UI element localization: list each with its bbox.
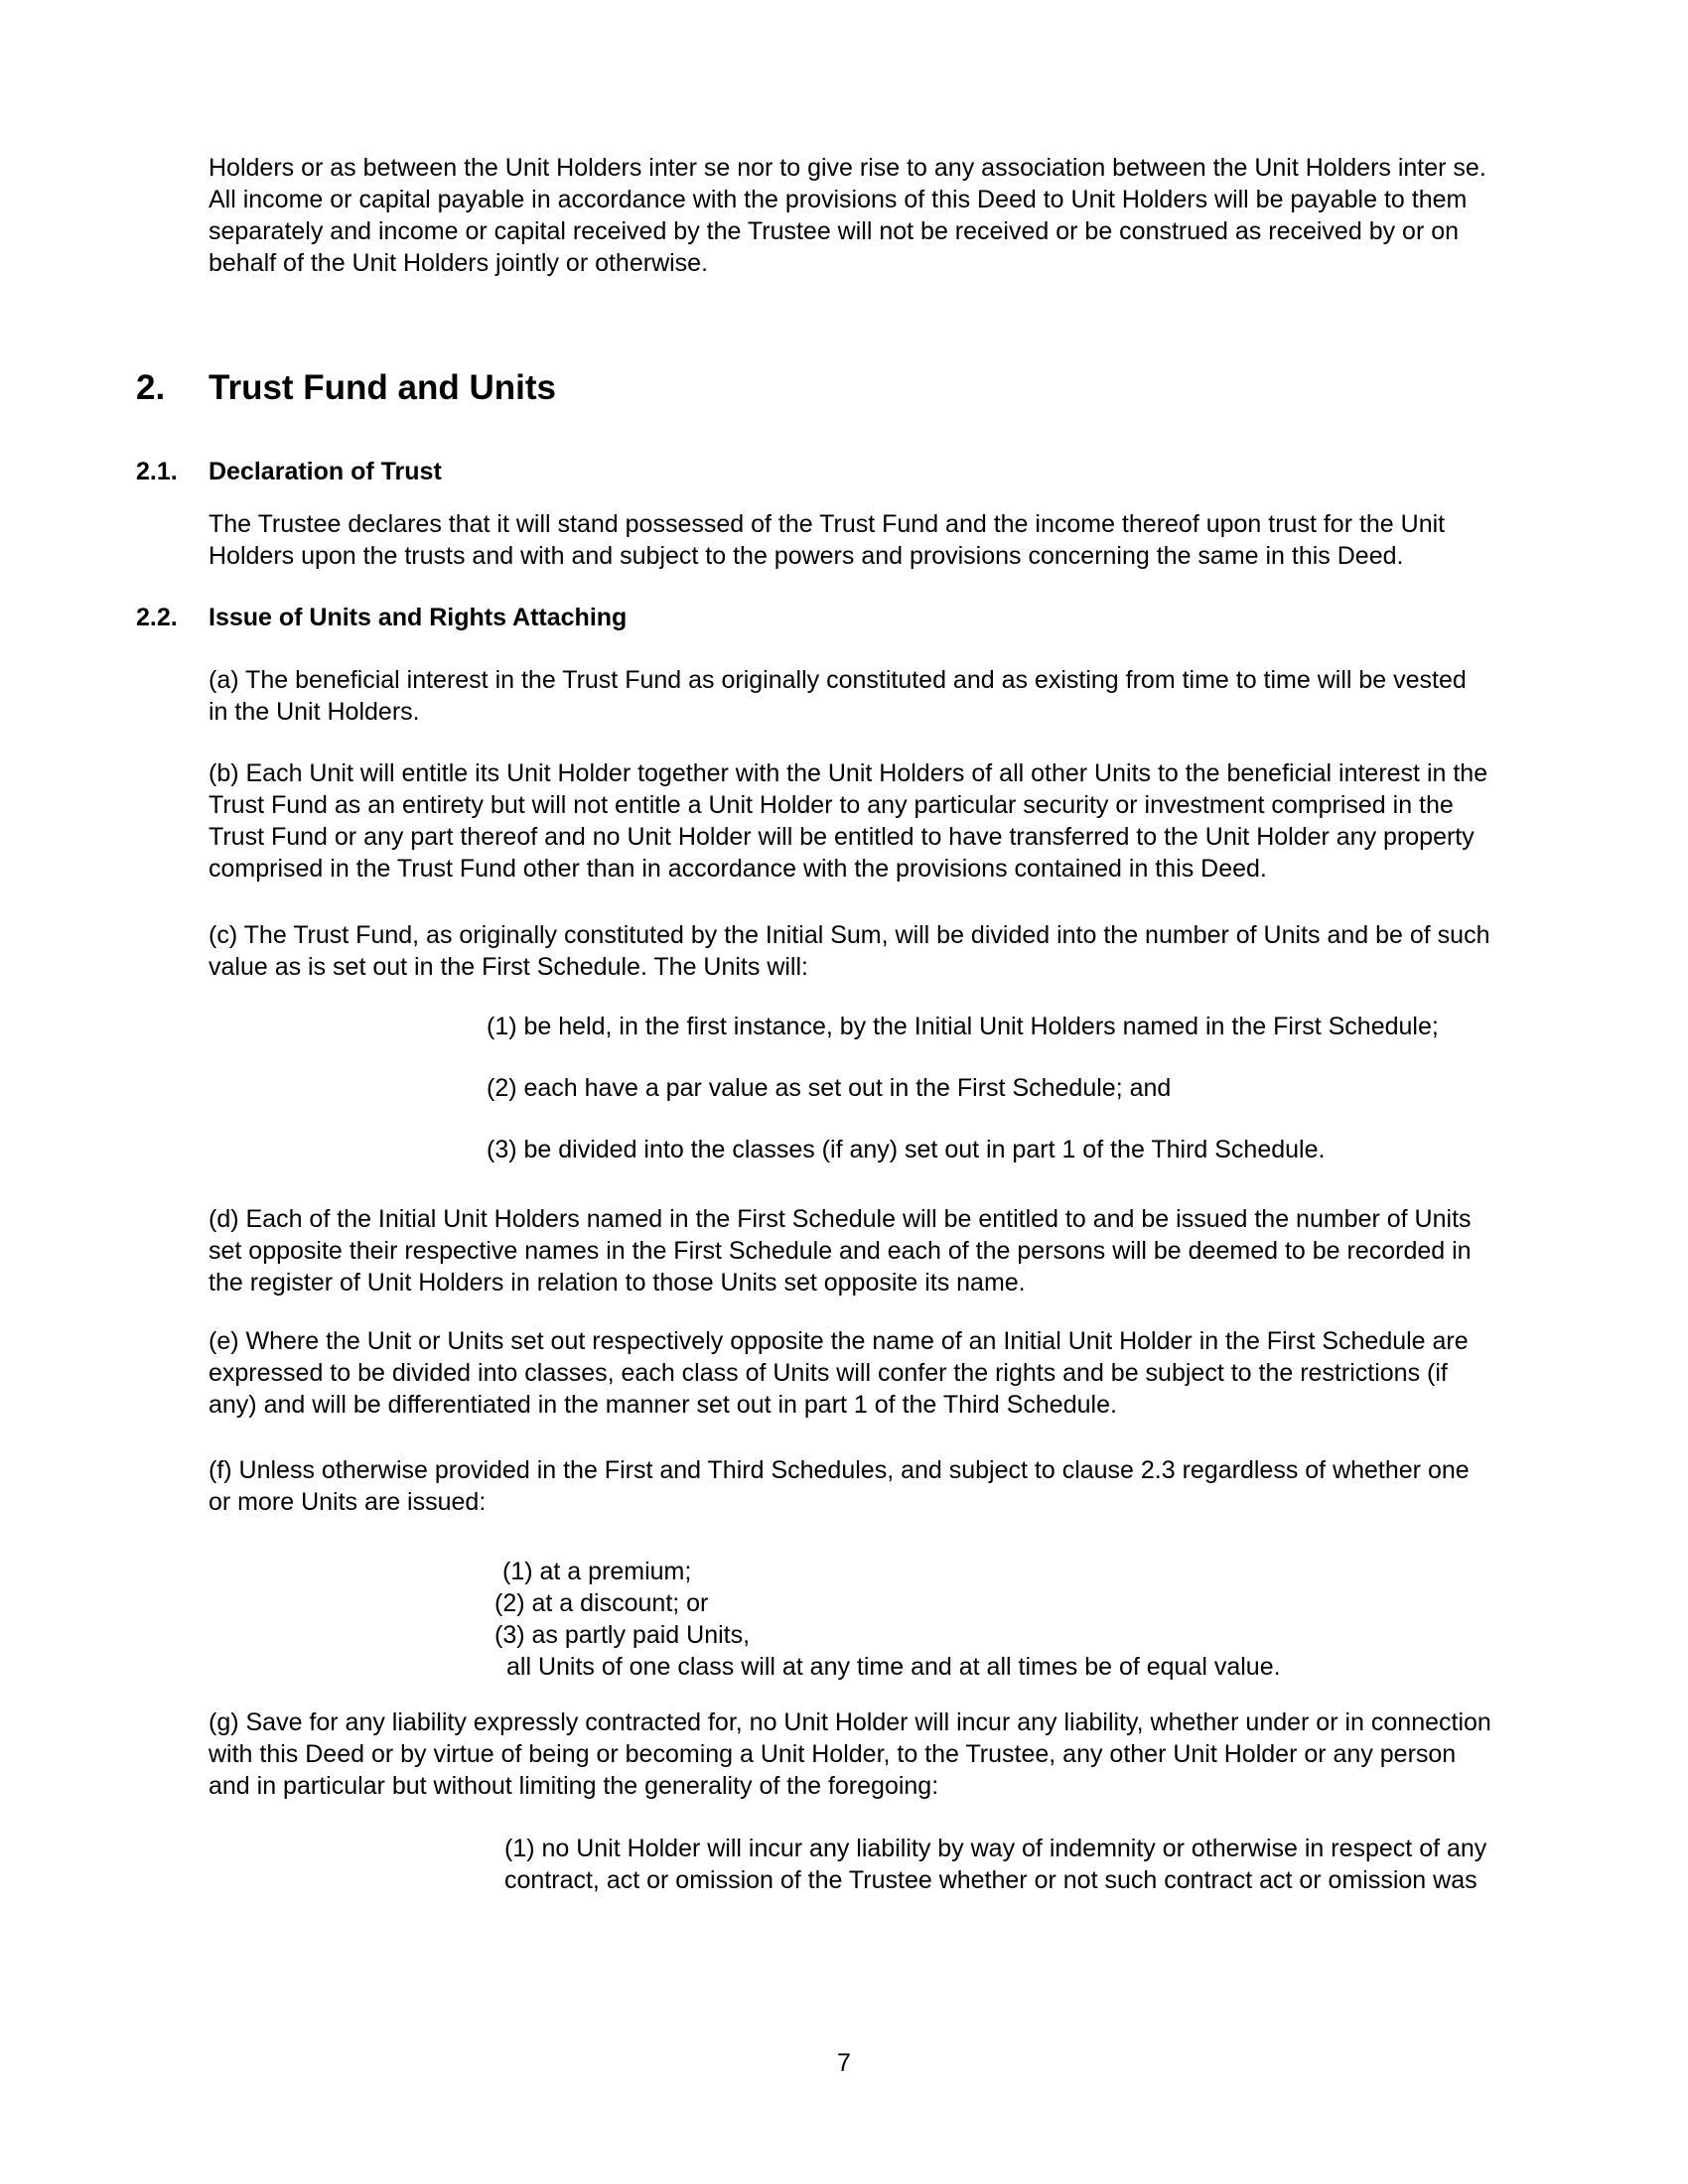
declaration-of-trust-paragraph: The Trustee declares that it will stand possessed of the Trust Fund and the income thereof upon trust for the Unit Holders upon the trusts and with and subject to the powers and provisions concerning the same in this Deed. — [209, 510, 1446, 570]
clause-g-paragraph: (g) Save for any liability expressly contracted for, no Unit Holder will incur any liability, whether under or in connection with this Deed or by virtue of being or becoming a Unit Holder, to the Trustee, any other Unit Holder or any person and in particular but without limiting the generality of the foregoing: — [209, 1708, 1491, 1800]
clause-c-list-item: (1) be held, in the first instance, by the Initial Unit Holders named in the First Schedule; — [487, 1013, 1439, 1040]
clause-f-closing-line: all Units of one class will at any time and at all times be of equal value. — [506, 1653, 1281, 1681]
subsection-number: 2.2. — [136, 604, 178, 631]
clause-d-paragraph: (d) Each of the Initial Unit Holders named in the First Schedule will be entitled to and be issued the number of Units set opposite their respective names in the First Schedule and each of the persons will be deemed to be recorded in the register of Unit Holders in relation to those Units set opposite its name. — [209, 1205, 1472, 1297]
clause-a-paragraph: (a) The beneficial interest in the Trust Fund as originally constituted and as existing from time to time will be vested in the Unit Holders. — [209, 666, 1467, 726]
clause-c-list-item: (2) each have a par value as set out in the First Schedule; and — [487, 1074, 1172, 1102]
page-number: 7 — [837, 2049, 851, 2077]
clause-f-list — [494, 1556, 1491, 1683]
section-title: Trust Fund and Units — [209, 368, 556, 407]
clause-c-list-item: (3) be divided into the classes (if any) set out in part 1 of the Third Schedule. — [487, 1136, 1326, 1163]
clause-f-list-item: (3) as partly paid Units, — [494, 1621, 751, 1649]
clause-f-list-item: (1) at a premium; — [502, 1558, 692, 1585]
clause-f-list-item: (2) at a discount; or — [494, 1589, 709, 1617]
subsection-title: Declaration of Trust — [209, 458, 442, 485]
clause-e-paragraph: (e) Where the Unit or Units set out respectively opposite the name of an Initial Unit Holder in the First Schedule are expressed to be divided into classes, each class of Units will confer the rights and be subject to the restrictions (if any) and will be differentiated in the manner set out in part 1 of the Third Schedule. — [209, 1327, 1469, 1419]
clause-f-paragraph: (f) Unless otherwise provided in the First and Third Schedules, and subject to clause 2.3 regardless of whether one or more Units are issued: — [209, 1456, 1470, 1516]
clause-b-paragraph: (b) Each Unit will entitle its Unit Holder together with the Unit Holders of all other Units to the beneficial interest in the Trust Fund as an entirety but will not entitle a Unit Holder to any particular security or investment comprised in the Trust Fund or any part thereof and no Unit Holder will be entitled to have transferred to the Unit Holder any property comprised in the Trust Fund other than in accordance with the provisions contained in this Deed. — [209, 759, 1488, 883]
section-number: 2. — [136, 368, 166, 407]
clause-g-list — [504, 1833, 1491, 1896]
clause-c-list — [487, 1011, 1491, 1165]
clause-c-paragraph: (c) The Trust Fund, as originally constituted by the Initial Sum, will be divided into the number of Units and be of such value as is set out in the First Schedule. The Units will: — [209, 921, 1490, 981]
subsection-title: Issue of Units and Rights Attaching — [209, 604, 628, 631]
subsection-heading-declaration-of-trust — [136, 456, 1491, 487]
document-content — [136, 152, 1491, 1896]
section-heading — [136, 366, 1491, 410]
subsection-number: 2.1. — [136, 458, 178, 485]
continuation-paragraph: Holders or as between the Unit Holders inter se nor to give rise to any association between the Unit Holders inter se. All income or capital payable in accordance with the provisions of this Deed to Unit Holders will be payable to them separately and income or capital received by the Trustee will not be received or be construed as received by or on behalf of the Unit Holders jointly or otherwise. — [209, 154, 1486, 277]
subsection-heading-issue-of-units — [136, 602, 1491, 633]
clause-g-list-item: (1) no Unit Holder will incur any liability by way of indemnity or otherwise in respect of any contract, act or omission of the Trustee whether or not such contract act or omission was — [504, 1835, 1487, 1894]
